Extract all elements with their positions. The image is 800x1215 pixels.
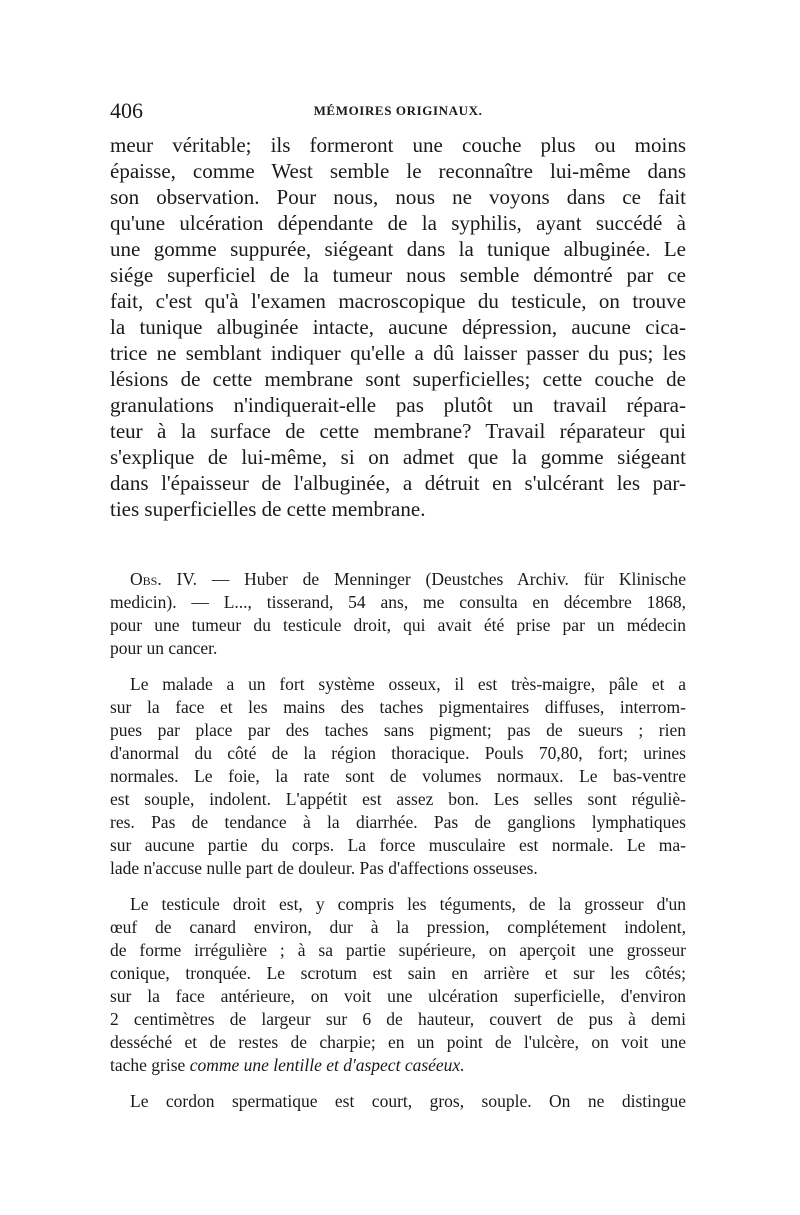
text-line: pues par place par des taches sans pigment; pas de sueurs ; rien: [110, 720, 686, 740]
observation-source: — Huber de Menninger (Deustches Archiv. für Klinische: [197, 569, 686, 589]
text-line: medicin). — L..., tisserand, 54 ans, me consulta en décembre 1868,: [110, 592, 686, 612]
text-line: épaisse, comme West semble le reconnaître lui-même dans: [110, 159, 686, 183]
text-line: meur véritable; ils formeront une couche plus ou moins: [110, 133, 686, 157]
observation-label: Obs. IV.: [130, 569, 198, 589]
text-line: pour une tumeur du testicule droit, qui avait été prise par un médecin: [110, 615, 686, 635]
text-line: trice ne semblant indiquer qu'elle a dû laisser passer du pus; les: [110, 341, 686, 365]
text-line: teur à la surface de cette membrane? Travail réparateur qui: [110, 419, 686, 443]
italic-phrase: comme une lentille et d'aspect caséeux.: [189, 1055, 465, 1075]
text-line: d'anormal du côté de la région thoracique. Pouls 70,80, fort; urines: [110, 743, 686, 763]
text-line: qu'une ulcération dépendante de la syphilis, ayant succédé à: [110, 211, 686, 235]
observation-heading-line: [110, 568, 686, 590]
text-line: granulations n'indiquerait-elle pas plutôt un travail répara-: [110, 393, 686, 417]
text-run: tache grise: [110, 1055, 190, 1075]
text-line: la tunique albuginée intacte, aucune dépression, aucune cica-: [110, 315, 686, 339]
text-line: 2 centimètres de largeur sur 6 de hauteur, couvert de pus à demi: [110, 1009, 686, 1029]
page-header: [110, 96, 686, 126]
text-line: s'explique de lui-même, si on admet que la gomme siégeant: [110, 445, 686, 469]
text-line: Le cordon spermatique est court, gros, souple. On ne distingue: [130, 1091, 686, 1111]
text-line: œuf de canard environ, dur à la pression, complétement indolent,: [110, 917, 686, 937]
text-line: siége superficiel de la tumeur nous semble démontré par ce: [110, 263, 686, 287]
text-line: dans l'épaisseur de l'albuginée, a détruit en s'ulcérant les par-: [110, 471, 686, 495]
running-head: MÉMOIRES ORIGINAUX.: [313, 103, 483, 118]
text-line: fait, c'est qu'à l'examen macroscopique du testicule, on trouve: [110, 289, 686, 313]
text-line-with-italic: [110, 1054, 686, 1076]
text-line: ties superficielles de cette membrane.: [110, 497, 426, 521]
text-line: Le testicule droit est, y compris les téguments, de la grosseur d'un: [130, 894, 686, 914]
text-line: lésions de cette membrane sont superficielles; cette couche de: [110, 367, 686, 391]
page-number: 406: [110, 98, 143, 123]
text-line: sur la face antérieure, on voit une ulcération superficielle, d'environ: [110, 986, 686, 1006]
text-line: Le malade a un fort système osseux, il est très-maigre, pâle et a: [130, 674, 686, 694]
text-line: une gomme suppurée, siégeant dans la tunique albuginée. Le: [110, 237, 686, 261]
text-line: desséché et de restes de charpie; en un point de l'ulcère, on voit une: [110, 1032, 686, 1052]
text-line: conique, tronquée. Le scrotum est sain en arrière et sur les côtés;: [110, 963, 686, 983]
text-line: lade n'accuse nulle part de douleur. Pas d'affections osseuses.: [110, 858, 538, 878]
text-line: pour un cancer.: [110, 638, 218, 658]
text-line: normales. Le foie, la rate sont de volumes normaux. Le bas-ventre: [110, 766, 686, 786]
text-line: de forme irrégulière ; à sa partie supérieure, on aperçoit une grosseur: [110, 940, 686, 960]
text-line: est souple, indolent. L'appétit est assez bon. Les selles sont réguliè-: [110, 789, 686, 809]
text-line: res. Pas de tendance à la diarrhée. Pas de ganglions lymphatiques: [110, 812, 686, 832]
text-line: son observation. Pour nous, nous ne voyons dans ce fait: [110, 185, 686, 209]
text-line: sur aucune partie du corps. La force musculaire est normale. Le ma-: [110, 835, 686, 855]
text-line: sur la face et les mains des taches pigmentaires diffuses, interrom-: [110, 697, 686, 717]
